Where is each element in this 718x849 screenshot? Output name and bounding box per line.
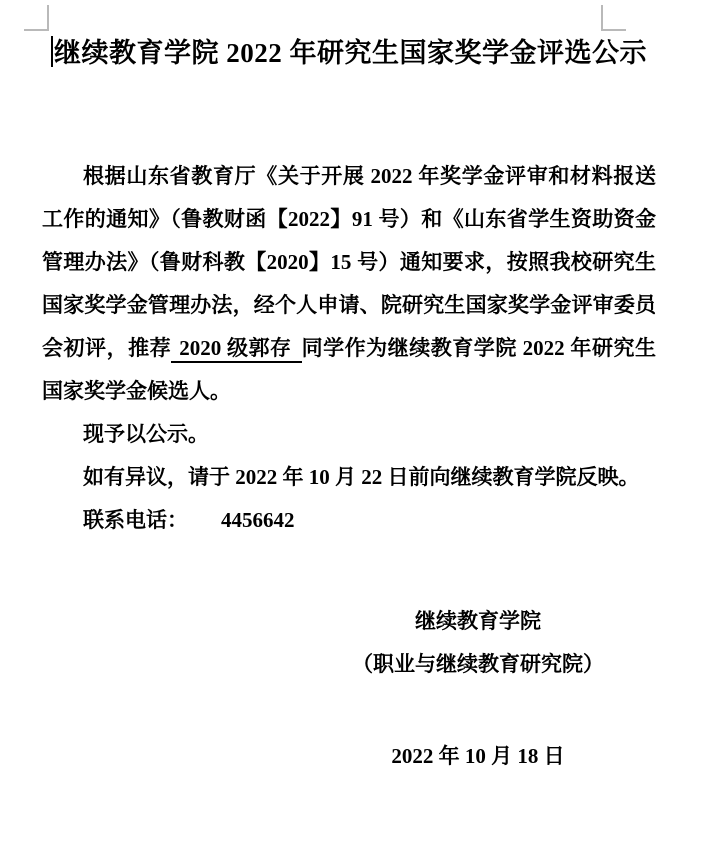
paragraph-1-before-name: 根据山东省教育厅《关于开展 2022 年奖学金评审和材料报送工作的通知》（鲁教财函【2022】91 号）和《山东省学生资助资金管理办法》（鲁财科教【2020】15 号）通知要求，按照我校研究生国家奖学金管理办法，经个人申请、院研究生国家奖学金评审委员会初评，推荐: [42, 164, 656, 360]
body-paragraph-2[interactable]: 现予以公示。: [83, 422, 209, 446]
document-title[interactable]: [42, 30, 656, 76]
body-paragraph-1[interactable]: [42, 155, 656, 413]
signature-institute: （职业与继续教育研究院）: [352, 652, 604, 676]
text-cursor: [51, 36, 53, 67]
page-margin-corner-mark-right: [601, 5, 626, 31]
contact-label: 联系电话：: [83, 508, 188, 532]
body-paragraph-contact[interactable]: [42, 499, 656, 542]
signature-college: 继续教育学院: [415, 609, 541, 633]
page-margin-corner-mark-left: [24, 5, 49, 31]
document-body[interactable]: [42, 155, 656, 542]
signature-block[interactable]: [300, 600, 656, 686]
paragraph-1-after-name: 同学作为继续教育学院 2022 年研究生国家奖学金候选人。: [42, 336, 657, 403]
document-date[interactable]: 2022 年 10 月 18 日: [391, 744, 565, 768]
document-title-text: 继续教育学院 2022 年研究生国家奖学金评选公示: [54, 38, 647, 68]
contact-phone: 4456642: [221, 508, 295, 532]
body-paragraph-3[interactable]: 如有异议，请于 2022 年 10 月 22 日前向继续教育学院反映。: [83, 465, 640, 489]
candidate-name-underlined: 2020 级郭存: [171, 336, 301, 363]
